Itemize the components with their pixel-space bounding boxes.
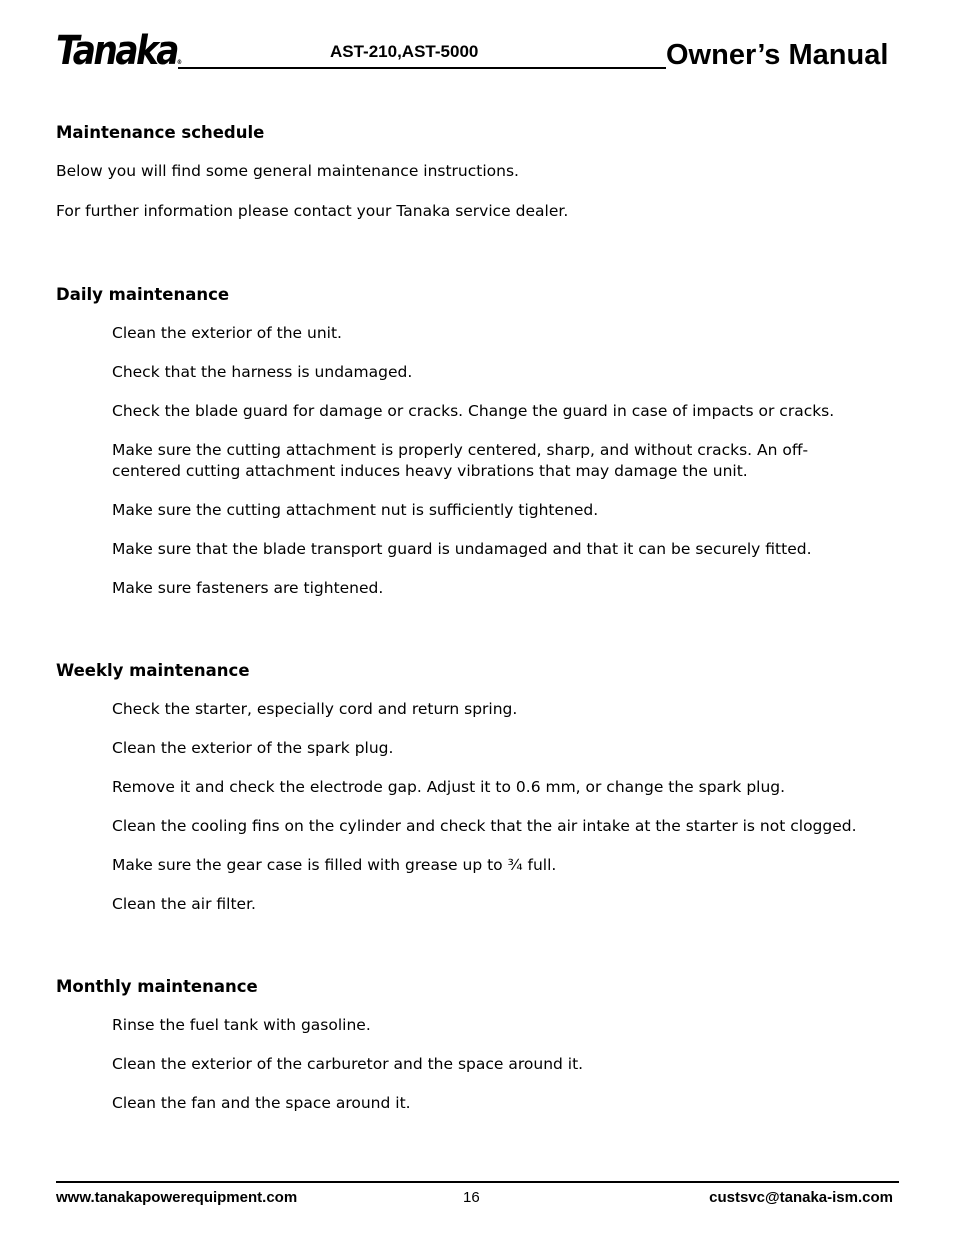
header-rule <box>178 67 666 69</box>
list-item: Check the starter, especially cord and return spring. <box>112 700 518 718</box>
page-content <box>56 122 876 1132</box>
footer-rule <box>56 1181 899 1183</box>
list-item: Clean the exterior of the carburetor and the space around it. <box>112 1055 584 1073</box>
list-item: Clean the cooling fins on the cylinder and check that the air intake at the starter is not clogged. <box>112 817 857 835</box>
monthly-list <box>56 1015 876 1114</box>
daily-list <box>56 323 876 599</box>
email-link[interactable]: custsvc@tanaka-ism.com <box>709 1189 893 1206</box>
list-item: Clean the exterior of the spark plug. <box>112 739 394 757</box>
model-number: AST-210,AST-5000 <box>330 42 479 61</box>
list-item: Make sure the cutting attachment is properly centered, sharp, and without cracks. An off-centered cutting attachment induces heavy vibrations that may damage the unit. <box>112 441 809 480</box>
weekly-list <box>56 699 876 915</box>
section-gap <box>56 617 876 660</box>
list-item: Clean the exterior of the unit. <box>112 324 342 342</box>
tanaka-logo <box>56 30 182 84</box>
list-item: Check that the harness is undamaged. <box>112 363 413 381</box>
list-item: Clean the air filter. <box>112 895 256 913</box>
intro-paragraph: For further information please contact your Tanaka service dealer. <box>56 202 569 220</box>
registered-mark: ® <box>176 59 183 66</box>
list-item: Make sure that the blade transport guard is undamaged and that it can be securely fitted. <box>112 540 812 558</box>
website-link[interactable]: www.tanakapowerequipment.com <box>56 1189 298 1206</box>
list-item: Check the blade guard for damage or cracks. Change the guard in case of impacts or cracks. <box>112 402 835 420</box>
list-item: Make sure fasteners are tightened. <box>112 579 384 597</box>
section-gap <box>56 933 876 976</box>
manual-title: Owner’s Manual <box>666 39 889 71</box>
intro-paragraph: Below you will find some general maintenance instructions. <box>56 162 519 180</box>
section-title-daily: Daily maintenance <box>56 285 230 304</box>
list-item: Remove it and check the electrode gap. Adjust it to 0.6 mm, or change the spark plug. <box>112 778 786 796</box>
section-title-weekly: Weekly maintenance <box>56 661 250 680</box>
page-number: 16 <box>463 1189 480 1206</box>
section-gap <box>56 241 876 284</box>
section-title-monthly: Monthly maintenance <box>56 977 258 996</box>
section-title-schedule: Maintenance schedule <box>56 123 265 142</box>
logo-text: Tanaka <box>56 28 177 74</box>
list-item: Clean the fan and the space around it. <box>112 1094 411 1112</box>
list-item: Rinse the fuel tank with gasoline. <box>112 1016 371 1034</box>
list-item: Make sure the cutting attachment nut is sufficiently tightened. <box>112 501 599 519</box>
list-item: Make sure the gear case is filled with grease up to ¾ full. <box>112 856 557 874</box>
